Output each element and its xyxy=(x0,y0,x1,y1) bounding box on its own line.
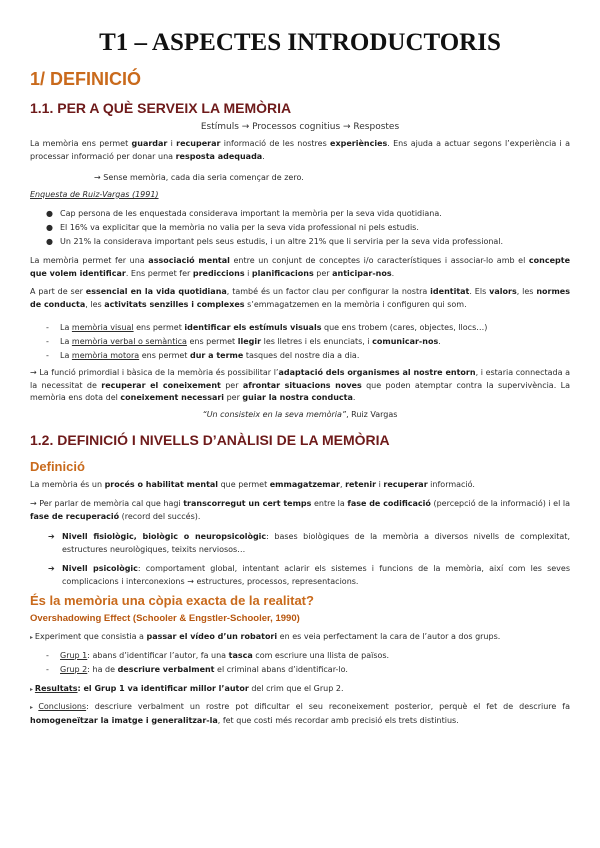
paragraph-association: La memòria permet fer una associació mental entre un conjunt de conceptes i/o característiques i associar-lo amb el concepte que volem identificar. Ens permet fer prediccions i planificacions per anticipar-nos. xyxy=(30,256,570,278)
dash-icon: - xyxy=(46,351,49,360)
paragraph-definition: La memòria és un procés o habilitat mental que permet emmagatzemar, retenir i recuperar informació. xyxy=(30,480,475,489)
subsection-heading-1-2: 1.2. DEFINICIÓ I NIVELLS D’ANÀLISI DE LA MEMÒRIA xyxy=(30,432,390,448)
heading-exact-copy: És la memòria una còpia exacta de la realitat? xyxy=(30,593,314,608)
survey-title: Enquesta de Ruiz-Vargas (1991) xyxy=(30,190,159,199)
paragraph-identity: A part de ser essencial en la vida quotidiana, també és un factor clau per configurar la nostra identitat. Els valors, les normes de conducta, les activitats senzilles i complexes s’emmagatzemen en la memòria i configuren qui som. xyxy=(30,287,570,309)
bullet-dot-icon: ● xyxy=(46,237,53,246)
page-title: T1 – ASPECTES INTRODUCTORIS xyxy=(99,29,501,56)
list-item: ● El 16% va explicitar que la memòria no valia per la seva vida professional ni pels estudis. xyxy=(46,222,419,235)
paragraph-memory-purpose: La memòria ens permet guardar i recuperar informació de les nostres experiències. Ens ajuda a actuar segons l’experiència i a processar informació per donar una resposta adequada. xyxy=(30,139,570,161)
level-item: ➔ Nivell fisiològic, biològic o neuropsicològic: bases biològiques de la memòria a diversos nivells de complexitat, estructures neurològiques, teixits nerviosos… xyxy=(48,532,570,554)
dash-icon: - xyxy=(46,323,49,332)
triangle-bullet-icon: ▸ xyxy=(30,686,35,693)
quote: “Un consisteix en la seva memòria”, Ruiz Vargas xyxy=(202,410,398,419)
list-item: - La memòria verbal o semàntica ens permet llegir les lletres i els enunciats, i comunicar-nos. xyxy=(46,336,441,349)
arrow-bullet-icon: ➔ xyxy=(48,532,55,541)
triangle-bullet-icon: ▸ xyxy=(30,634,35,641)
flow-line: Estímuls → Processos cognitius → Respostes xyxy=(200,122,400,132)
list-item: - Grup 2: ha de descriure verbalment el criminal abans d’identificar-lo. xyxy=(46,664,348,677)
dash-icon: - xyxy=(46,665,49,674)
bullet-dot-icon: ● xyxy=(46,209,53,218)
section-heading-definicio: 1/ DEFINICIÓ xyxy=(30,69,142,89)
paragraph-experiment: ▸ Experiment que consistia a passar el vídeo d’un robatori en es veia perfectament la cara de l’autor a dos grups. xyxy=(30,632,501,641)
list-item: - La memòria visual ens permet identificar els estímuls visuals que ens trobem (cares, objectes, llocs…) xyxy=(46,322,487,335)
paragraph-primary-function: → La funció primordial i bàsica de la memòria és possibilitar l’adaptació dels organismes al nostre entorn, i estaria connectada a la necessitat de recuperar el coneixement per afrontar situacions noves que poden atemptar contra la supervivència. La memòria ens dota del coneixement necessari per guiar la nostra conducta. xyxy=(30,368,571,402)
dash-icon: - xyxy=(46,651,49,660)
paragraph-time-phases: → Per parlar de memòria cal que hagi transcorregut un cert temps entre la fase de codificació (percepció de la informació) i el la fase de recuperació (record del succés). xyxy=(30,499,570,521)
heading-overshadowing-effect: Overshadowing Effect (Schooler & Engstler-Schooler, 1990) xyxy=(30,613,300,624)
triangle-bullet-icon: ▸ xyxy=(30,704,39,711)
subsection-heading-1-1: 1.1. PER A QUÈ SERVEIX LA MEMÒRIA xyxy=(30,100,292,116)
dash-icon: - xyxy=(46,337,49,346)
bullet-dot-icon: ● xyxy=(46,223,53,232)
note-without-memory: → Sense memòria, cada dia seria començar de zero. xyxy=(94,173,304,182)
list-item: ● Un 21% la considerava important pels seus estudis, i un altre 21% que li serviria per la seva vida professional. xyxy=(46,236,503,249)
paragraph-conclusions: ▸ Conclusions: descriure verbalment un rostre pot dificultar el seu reconeixement posterior, perquè el fet de descriure fa homogeneïtzar la imatge i generalitzar-la, fet que costi més recordar amb precisió els trets distintius. xyxy=(30,702,570,725)
list-item: - Grup 1: abans d’identificar l’autor, fa una tasca com escriure una llista de països. xyxy=(46,650,389,663)
list-item: ● Cap persona de les enquestada considerava important la memòria per la seva vida quotidiana. xyxy=(46,208,442,221)
paragraph-results: ▸ Resultats: el Grup 1 va identificar millor l’autor del crim que el Grup 2. xyxy=(30,684,344,693)
level-item: ➔ Nivell psicològic: comportament global, intentant aclarir els sistemes i funcions de la memòria, així com les seves complicacions i interconexions → estructures, processos, representacions. xyxy=(48,564,571,586)
list-item: - La memòria motora ens permet dur a terme tasques del nostre dia a dia. xyxy=(46,350,359,363)
heading-definicio: Definició xyxy=(30,459,85,474)
arrow-bullet-icon: ➔ xyxy=(48,564,55,573)
